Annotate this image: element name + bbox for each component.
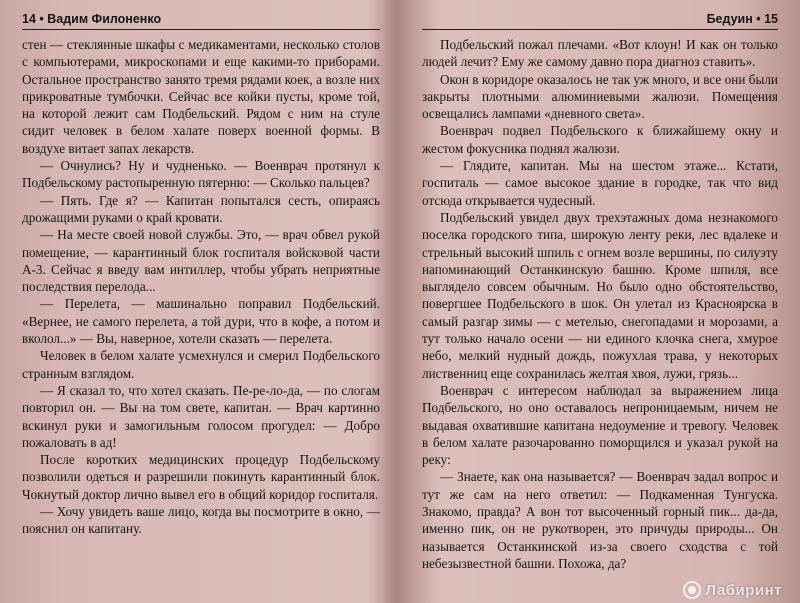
right-running-head — [422, 12, 778, 30]
paragraph: Военврач с интересом наблюдал за выражением лица Подбельского, но оно оставалось непроницаемым, ничем не выдавая охватившие капитана недоумение и тревогу. Человек в белом халате разочарованно поморщился и указал рукой на реку: — [422, 382, 778, 468]
paragraph: — Я сказал то, что хотел сказать. Пе-ре-ло-да, — по слогам повторил он. — Вы на том свете, капитан. — Врач картинно вскинул руки и замогильным голосом прогудел: — Добро пожаловать в ад! — [22, 382, 380, 450]
left-page — [0, 0, 396, 603]
paragraph: Окон в коридоре оказалось не так уж много, и все они были закрыты плотными алюминиевыми жалюзи. Помещения освещались лампами «дневного света». — [422, 71, 778, 122]
paragraph: — Хочу увидеть ваше лицо, когда вы посмотрите в окно, — пояснил он капитану. — [22, 504, 380, 537]
watermark-text: Лабиринт — [705, 581, 782, 599]
left-page-text — [22, 36, 380, 538]
paragraph: — Очнулись? Ну и чудненько. — Военврач протянул к Подбельскому растопыренную пятерню: — Сколько пальцев? — [22, 158, 380, 191]
left-running-head — [22, 12, 380, 30]
paragraph: Человек в белом халате усмехнулся и смерил Подбельского странным взглядом. — [22, 348, 380, 381]
paragraph: — На месте своей новой службы. Это, — врач обвел рукой помещение, — карантинный блок госпиталя войсковой части А-3. Сейчас я введу вам интиллер, чтобы убрать неприятные последствия перелода... — [22, 227, 380, 295]
paragraph: — Знаете, как она называется? — Военврач задал вопрос и тут же сам на него ответил: — Подкаменная Тунгуска. Знакомо, правда? А вон тот высоченный горный пик... да-да, именно пик, он не рукотворен, это причуды природы... Он называется Останкинской из-за своего сходства с той небезызвестной башни. Похожа, да? — [422, 469, 778, 571]
right-running-head-text: Бедуин • 15 — [706, 12, 778, 26]
right-page-text — [422, 36, 778, 572]
labirint-watermark — [683, 581, 782, 599]
paragraph: После коротких медицинских процедур Подбельскому позволили одеться и разрешили покинуть карантинный блок. Чокнутый доктор лично вывел его в общий коридор госпиталя. — [22, 452, 380, 502]
paragraph: Подбельский пожал плечами. «Вот клоун! И как он только людей лечит? Ему же самому давно пора диагноз ставить». — [422, 37, 778, 70]
paragraph: Подбельский увидел двух трехэтажных дома незнакомого поселка городского типа, широкую ленту реки, лес вдалеке и стрельный высокий шпиль с огнем возле вершины, по силуэту напоминающий Останкинскую башню. Кроме шпиля, все выглядело совсем обычным. Но было одно обстоятельство, повергшее Подбельского в шок. Он улетал из Красноярска в самый разгар зимы — с метелью, снегопадами и морозами, а тут только начало осени — ни единого клочка снега, хмурое небо, мелкий нудный дождь, пожухлая трава, у некоторых лиственниц еще сохранилась желтая хвоя, лужи, грязь... — [422, 209, 778, 381]
paragraph: — Пять. Где я? — Капитан попытался сесть, опираясь дрожащими руками о край кровати. — [22, 192, 380, 225]
paragraph: — Перелета, — машинально поправил Подбельский. «Вернее, не самого перелета, а той дури, что в кофе, а потом и вколол...» — Вы, наверное, хотели сказать — перелета. — [22, 296, 380, 347]
left-running-head-text: 14 • Вадим Филоненко — [22, 12, 162, 26]
paragraph: Военврач подвел Подбельского к ближайшему окну и жестом фокусника поднял жалюзи. — [422, 123, 778, 156]
paragraph: стен — стеклянные шкафы с медикаментами, несколько столов с компьютерами, микроскопами и еще какими-то приборами. Остальное пространство занято тремя рядами коек, а возле них прикроватные тумбочки. Сейчас все койки пусты, кроме той, на которой лежит сам Подбельский. Рядом с ним на стуле сидит человек в белом халате поверх военной формы. В воздухе витает запах лекарств. — [22, 37, 380, 156]
paragraph: — Глядите, капитан. Мы на шестом этаже... Кстати, госпиталь — самое высокое здание в городке, так что вид отсюда открывается чудесный. — [422, 158, 778, 208]
right-page — [404, 0, 800, 603]
labirint-logo-icon — [683, 581, 701, 599]
